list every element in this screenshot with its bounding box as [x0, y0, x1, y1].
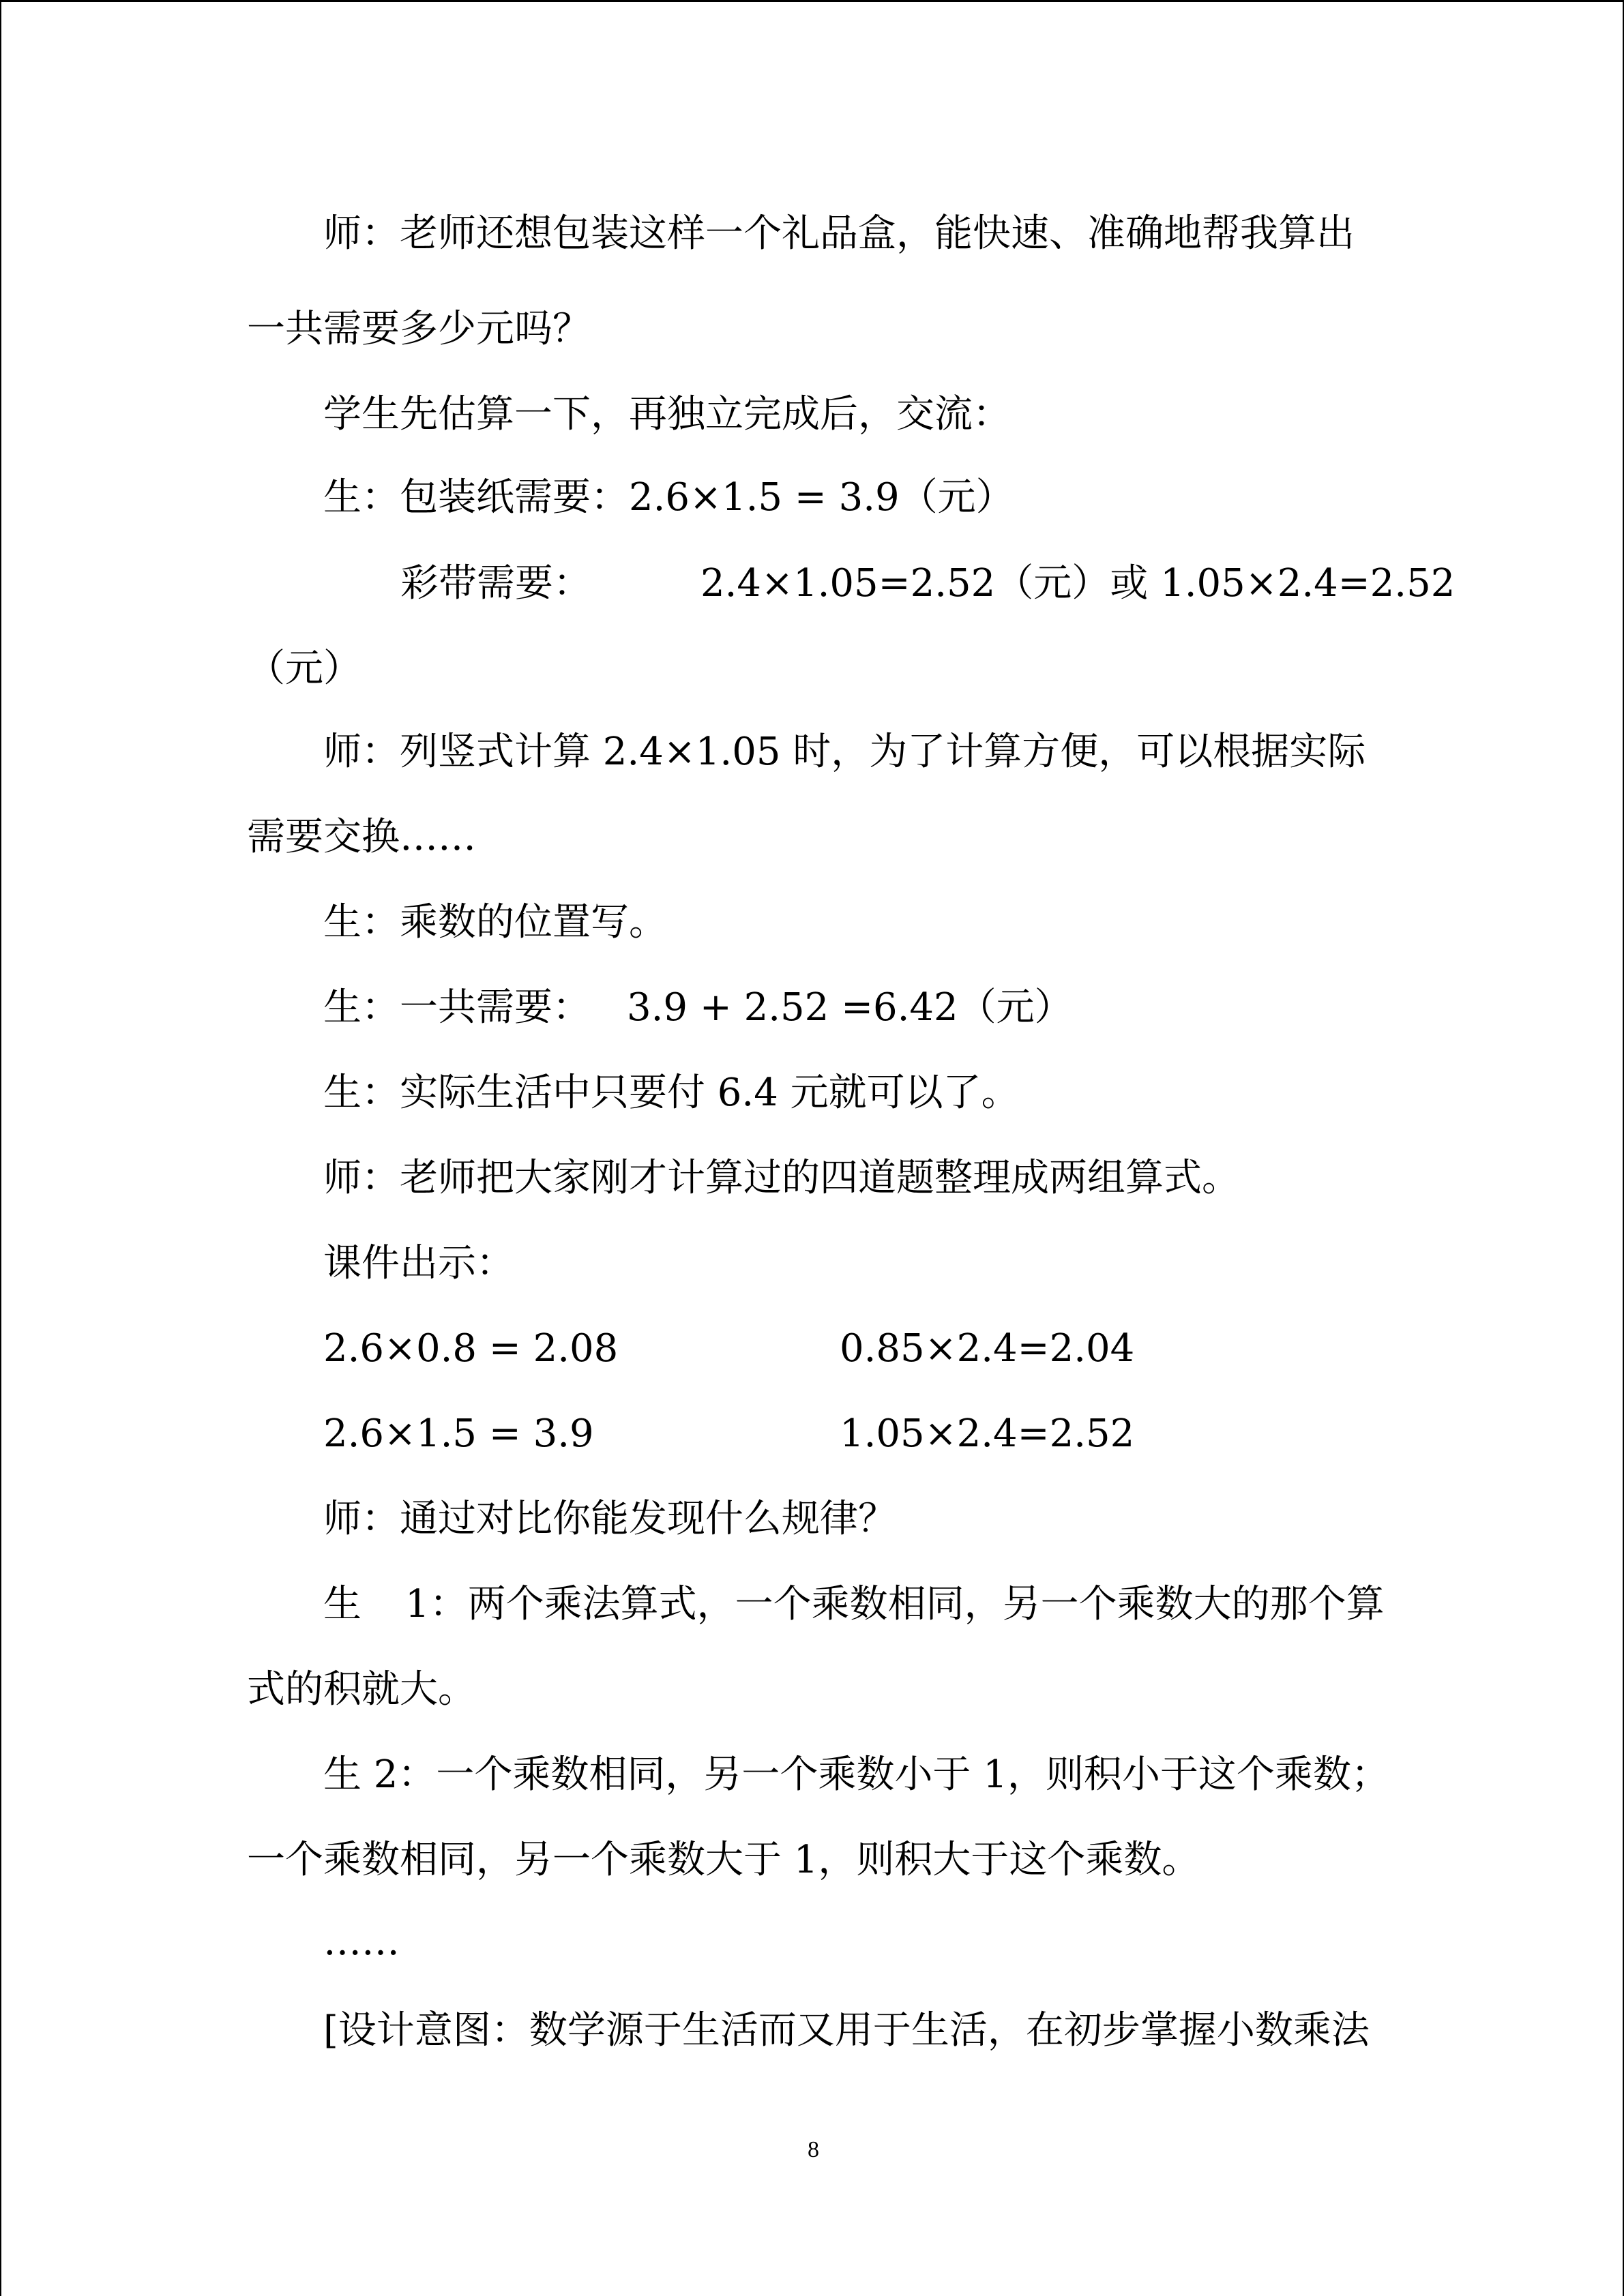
ribbon-formula: 2.4×1.05=2.52（元）或 1.05×2.4=2.52 [700, 561, 1456, 606]
paragraph-line: 式的积就大。 [247, 1667, 476, 1712]
paragraph-line: 学生先估算一下，再独立完成后，交流： [323, 392, 1011, 436]
ellipsis-line: …… [323, 1920, 400, 1964]
paragraph-line: 生 2：一个乘数相同，另一个乘数小于 1，则积小于这个乘数； [323, 1753, 1389, 1797]
total-formula: 3.9 + 2.52 =6.42（元） [627, 985, 1073, 1030]
formula-cell: 0.85×2.4=2.04 [840, 1326, 1135, 1371]
paragraph-line: 生：实际生活中只要付 6.4 元就可以了。 [323, 1071, 1020, 1115]
paragraph-line: 课件出示： [323, 1241, 514, 1285]
ribbon-label: 彩带需要： [400, 561, 591, 606]
paragraph-line: 师：列竖式计算 2.4×1.05 时，为了计算方便，可以根据实际 [323, 730, 1366, 774]
paragraph-line: （元） [247, 646, 361, 691]
paragraph-line: 师：老师还想包装这样一个礼品盒，能快速、准确地帮我算出 [323, 211, 1355, 256]
paragraph-line: 生：乘数的位置写。 [323, 900, 667, 944]
paragraph-line: 生：包装纸需要：2.6×1.5 = 3.9（元） [323, 475, 1014, 520]
question-line: 师：通过对比你能发现什么规律？ [323, 1497, 896, 1541]
paragraph-line: 师：老师把大家刚才计算过的四道题整理成两组算式。 [323, 1156, 1240, 1200]
formula-cell: 2.6×1.5 = 3.9 [323, 1412, 594, 1456]
paragraph-line: 一共需要多少元吗？ [247, 307, 591, 351]
total-label: 生：一共需要： [323, 985, 591, 1030]
speaker-label: 生 [323, 1582, 361, 1626]
formula-cell: 1.05×2.4=2.52 [840, 1412, 1135, 1456]
paragraph-line: 一个乘数相同，另一个乘数大于 1，则积大于这个乘数。 [247, 1838, 1200, 1882]
design-intent-line: [设计意图：数学源于生活而又用于生活，在初步掌握小数乘法 [323, 2008, 1370, 2053]
page-number: 8 [808, 2137, 819, 2162]
paragraph-line: 需要交换…… [247, 815, 476, 859]
student-1-text: 1：两个乘法算式，一个乘数相同，另一个乘数大的那个算 [405, 1582, 1385, 1626]
formula-cell: 2.6×0.8 = 2.08 [323, 1326, 619, 1371]
